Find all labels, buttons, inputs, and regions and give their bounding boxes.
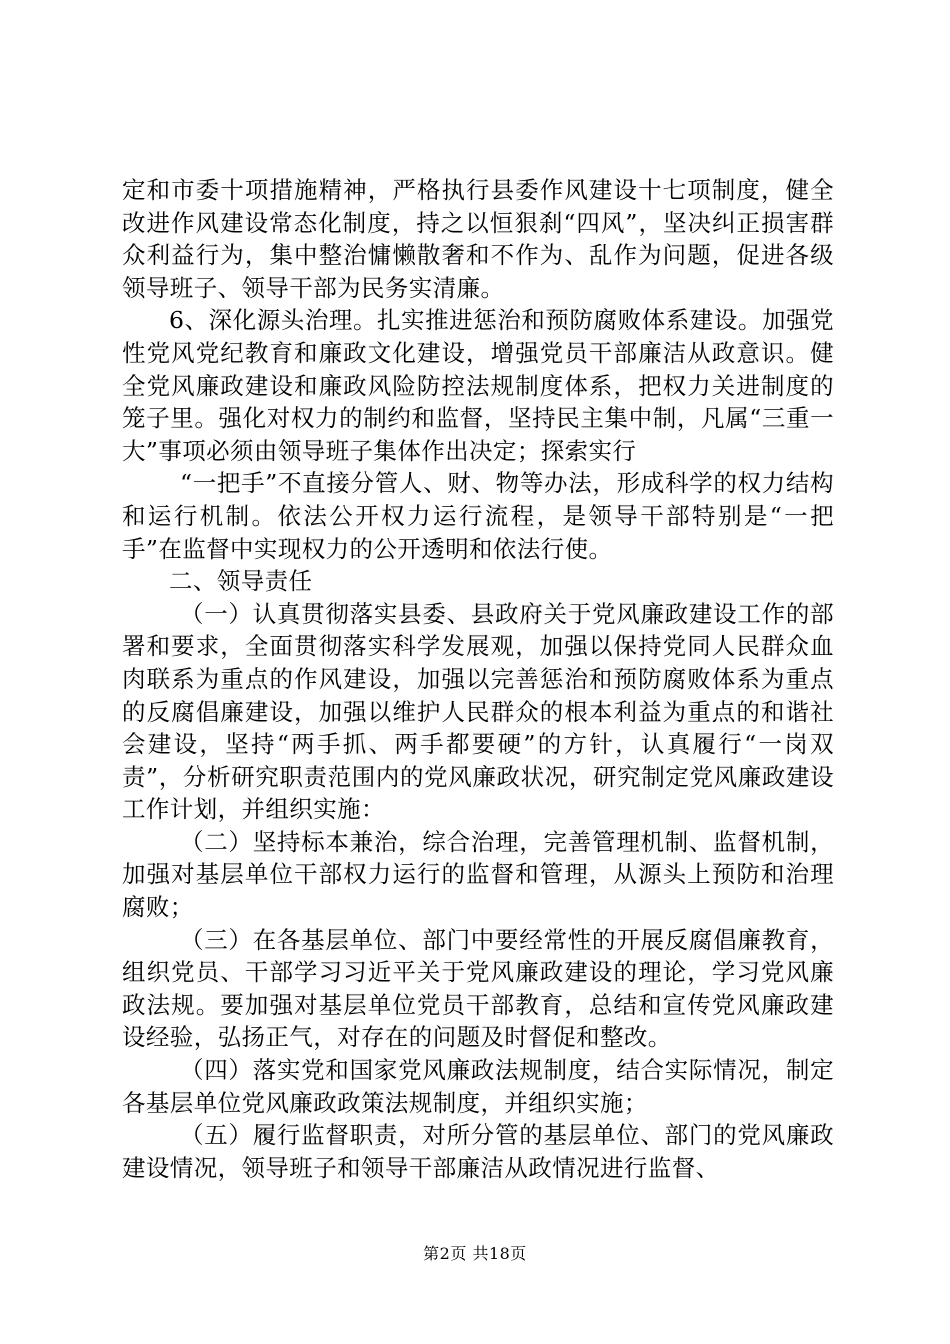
section-heading-leadership: 二、领导责任 bbox=[169, 567, 313, 596]
document-body bbox=[122, 174, 834, 1184]
paragraph-continuation: 定和市委十项措施精神，严格执行县委作风建设十七项制度，健全改进作风建设常态化制度，持之以恒狠刹“四风”，坚决纠正损害群众利益行为，集中整治慵懒散奢和不作为、乱作为问题，促进各级领导班子、领导干部为民务实清廉。 bbox=[122, 176, 834, 302]
paragraph-item-6: 6、深化源头治理。扎实推进惩治和预防腐败体系建设。加强党性党风党纪教育和廉政文化建设，增强党员干部廉洁从政意识。健全党风廉政建设和廉政风险防控法规制度体系，把权力关进制度的笼子里。强化对权力的制约和监督，坚持民主集中制，凡属“三重一大”事项必须由领导班子集体作出决定；探索实行 bbox=[122, 306, 834, 465]
paragraph-clause-1: （一）认真贯彻落实县委、县政府关于党风廉政建设工作的部署和要求，全面贯彻落实科学发展观，加强以保持党同人民群众血肉联系为重点的作风建设，加强以完善惩治和预防腐败体系为重点的反腐倡廉建设，加强以维护人民群众的根本利益为重点的和谐社会建设，坚持“两手抓、两手都要硬”的方针，认真履行“一岗双责”，分析研究职责范围内的党风廉政状况，研究制定党风廉政建设工作计划，并组织实施： bbox=[122, 599, 834, 824]
paragraph-yibashou: “一把手”不直接分管人、财、物等办法，形成科学的权力结构和运行机制。依法公开权力运行流程，是领导干部特别是“一把手”在监督中实现权力的公开透明和依法行使。 bbox=[122, 469, 834, 563]
paragraph-clause-3: （三）在各基层单位、部门中要经常性的开展反腐倡廉教育，组织党员、干部学习习近平关于党风廉政建设的理论，学习党风廉政法规。要加强对基层单位党员干部教育，总结和宣传党风廉政建设经验，弘扬正气，对存在的问题及时督促和整改。 bbox=[122, 925, 834, 1052]
paragraph-clause-2: （二）坚持标本兼治，综合治理，完善管理机制、监督机制，加强对基层单位干部权力运行的监督和管理，从源头上预防和治理腐败； bbox=[122, 827, 834, 922]
paragraph-clause-5: （五）履行监督职责，对所分管的基层单位、部门的党风廉政建设情况，领导班子和领导干部廉洁从政情况进行监督、 bbox=[122, 1121, 834, 1182]
page-footer: 第2页 共18页 bbox=[423, 1244, 527, 1263]
paragraph-clause-4: （四）落实党和国家党风廉政法规制度，结合实际情况，制定各基层单位党风廉政政策法规制度，并组织实施； bbox=[122, 1056, 834, 1117]
